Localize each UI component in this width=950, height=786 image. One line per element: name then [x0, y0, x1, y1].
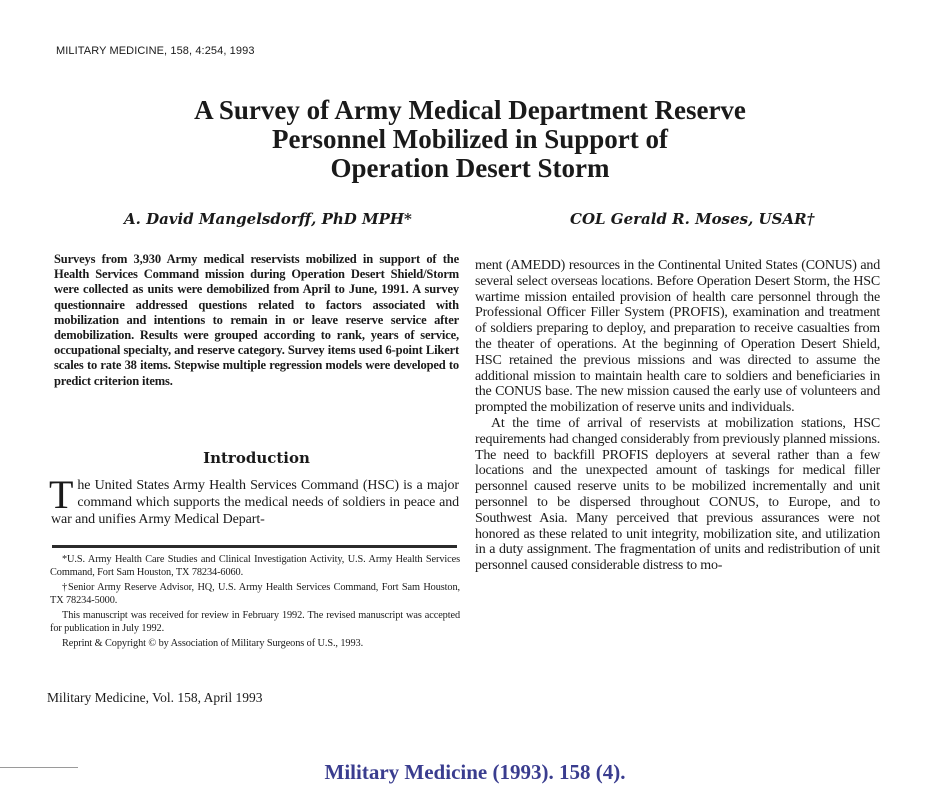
footnote-copyright: Reprint & Copyright © by Association of Military Surgeons of U.S., 1993.	[62, 638, 364, 649]
introduction-heading: Introduction	[203, 449, 310, 467]
running-head: MILITARY MEDICINE, 158, 4:254, 1993	[56, 45, 255, 57]
journal-footer: Military Medicine, Vol. 158, April 1993	[47, 690, 263, 705]
author-mangelsdorff: A. David Mangelsdorff, PhD MPH*	[124, 210, 412, 228]
abstract: Surveys from 3,930 Army medical reservists mobilized in support of the Health Services Command mission during Operation Desert Shield/Storm were collected as units were demobilized from April to June, 1991. A survey questionnaire addressed questions related to factors associated with mobilization and intentions to remain in or leave reserve service after demobilization. Results were grouped according to rank, years of service, occupational specialty, and reserve category. Survey items used 6-point Likert scales to rate 38 items. Stepwise multiple regression models were developed to predict criterion items.	[54, 252, 459, 388]
introduction-text: he United States Army Health Services Command (HSC) is a major command which supports the medical needs of soldiers in peace and war and unifies Army Medical Depart-	[51, 478, 459, 527]
right-column-paragraph-2: At the time of arrival of reservists at mobilization stations, HSC requirements had changed considerably from previously planned missions. The need to backfill PROFIS deployers at several rather than a few locations and the unexpected amount of taskings for medical filler personnel caused reserve units to be mobilized incrementally and unit personnel to be dispersed throughout CONUS, to Europe, and to Southwest Asia. Many perceived that previous assurances were not honored as these related to unit integrity, mobilization site, and utilization in a duty assignment. The fragmentation of units and redistribution of unit personnel caused considerable distress to mo-	[475, 415, 880, 574]
citation: Military Medicine (1993). 158 (4).	[324, 760, 626, 784]
right-column-paragraph-1: ment (AMEDD) resources in the Continental United States (CONUS) and several select overseas locations. Before Operation Desert Storm, the HSC wartime mission entailed provision of health care personnel through the Professional Officer Filler System (PROFIS), examination and treatment of soldiers preparing to deploy, and preparation to receive casualties from the theater of operations. At the beginning of Operation Desert Shield, HSC retained the previous missions and was directed to assume the additional mission to maintain health care to soldiers and beneficiaries in the CONUS base. The new mission caused the early use of volunteers and prompted the mobilization of reserve units and individuals.	[475, 258, 880, 416]
author-moses: COL Gerald R. Moses, USAR†	[570, 210, 815, 228]
right-column	[475, 258, 880, 574]
footnotes	[50, 553, 460, 652]
drop-cap: T	[49, 472, 74, 517]
title-line-1: A Survey of Army Medical Department Reserve	[194, 95, 746, 125]
footnote-affiliation-1: *U.S. Army Health Care Studies and Clinical Investigation Activity, U.S. Army Health Services Command, Fort Sam Houston, TX 78234-6060.	[50, 554, 460, 578]
footnote-affiliation-2: †Senior Army Reserve Advisor, HQ, U.S. Army Health Services Command, Fort Sam Houston, TX 78234-5000.	[50, 582, 460, 606]
footnote-divider	[52, 545, 457, 548]
article-title	[120, 96, 820, 183]
introduction-body	[49, 472, 459, 528]
footnote-received: This manuscript was received for review in February 1992. The revised manuscript was accepted for publication in July 1992.	[50, 610, 460, 634]
title-line-3: Operation Desert Storm	[330, 153, 610, 183]
title-line-2: Personnel Mobilized in Support of	[271, 124, 669, 154]
